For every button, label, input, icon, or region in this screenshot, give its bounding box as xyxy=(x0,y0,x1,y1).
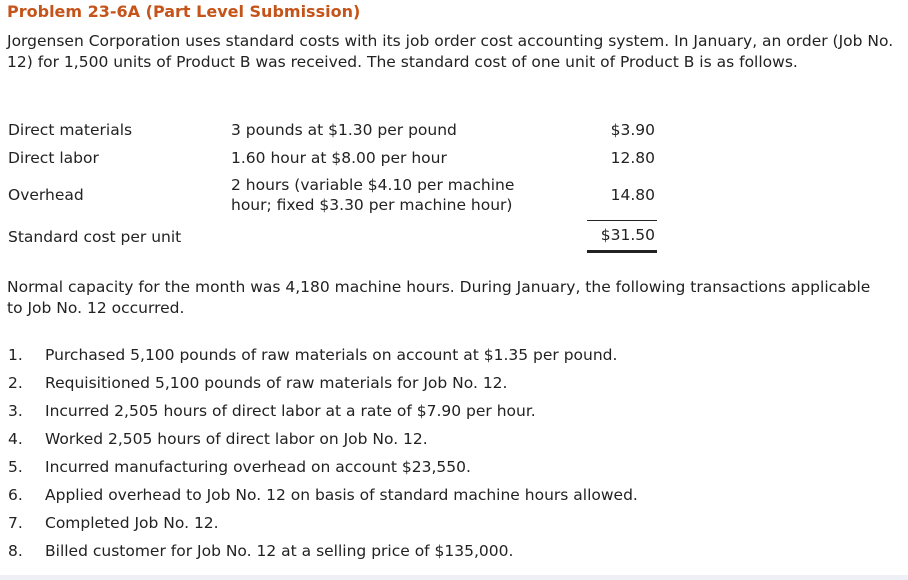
total-double-rule xyxy=(587,250,657,253)
cost-row-amount: $3.90 xyxy=(610,121,655,139)
list-item-number: 3. xyxy=(8,402,23,420)
list-item-number: 1. xyxy=(8,346,23,364)
capacity-paragraph: Normal capacity for the month was 4,180 machine hours. During January, the following transactions applicable to Job No. 12 occurred. xyxy=(7,278,871,317)
list-item xyxy=(0,483,908,511)
list-item-text: Worked 2,505 hours of direct labor on Job No. 12. xyxy=(45,430,428,448)
list-item-number: 6. xyxy=(8,486,23,504)
list-item-text: Incurred 2,505 hours of direct labor at a rate of $7.90 per hour. xyxy=(45,402,536,420)
list-item-number: 4. xyxy=(8,430,23,448)
list-item xyxy=(0,371,908,399)
list-item xyxy=(0,427,908,455)
list-item xyxy=(0,539,908,567)
list-item-text: Incurred manufacturing overhead on account $23,550. xyxy=(45,458,471,476)
problem-title: Problem 23-6A (Part Level Submission) xyxy=(7,2,361,21)
cost-row-label: Direct materials xyxy=(8,121,133,139)
subtotal-rule xyxy=(587,220,657,221)
problem-intro: Jorgensen Corporation uses standard costs with its job order cost accounting system. In January, an order (Job No. 12) for 1,500 units of Product B was received. The standard cost of one unit of Product B is as follows. xyxy=(7,32,894,71)
cost-row-amount: 12.80 xyxy=(610,149,655,167)
list-item-number: 2. xyxy=(8,374,23,392)
list-item xyxy=(0,343,908,371)
cost-row-basis: 1.60 hour at $8.00 per hour xyxy=(231,149,447,167)
standard-cost-table xyxy=(0,115,660,255)
list-item-text: Requisitioned 5,100 pounds of raw materials for Job No. 12. xyxy=(45,374,508,392)
cost-row-basis: 3 pounds at $1.30 per pound xyxy=(231,121,457,139)
total-label: Standard cost per unit xyxy=(8,228,182,246)
page-bottom-edge xyxy=(0,575,908,580)
cost-row-basis: 2 hours (variable $4.10 per machine xyxy=(231,176,515,194)
list-item-number: 7. xyxy=(8,514,23,532)
list-item-text: Billed customer for Job No. 12 at a selling price of $135,000. xyxy=(45,542,514,560)
list-item-text: Completed Job No. 12. xyxy=(45,514,219,532)
list-item-number: 8. xyxy=(8,542,23,560)
list-item xyxy=(0,511,908,539)
list-item xyxy=(0,455,908,483)
list-item-number: 5. xyxy=(8,458,23,476)
cost-row-label: Direct labor xyxy=(8,149,99,167)
cost-row-amount: 14.80 xyxy=(610,186,655,204)
cost-row-label: Overhead xyxy=(8,186,84,204)
list-item xyxy=(0,399,908,427)
list-item-text: Applied overhead to Job No. 12 on basis of standard machine hours allowed. xyxy=(45,486,638,504)
list-item-text: Purchased 5,100 pounds of raw materials on account at $1.35 per pound. xyxy=(45,346,618,364)
total-amount: $31.50 xyxy=(600,226,655,244)
cost-row-basis-continued: hour; fixed $3.30 per machine hour) xyxy=(231,196,513,214)
